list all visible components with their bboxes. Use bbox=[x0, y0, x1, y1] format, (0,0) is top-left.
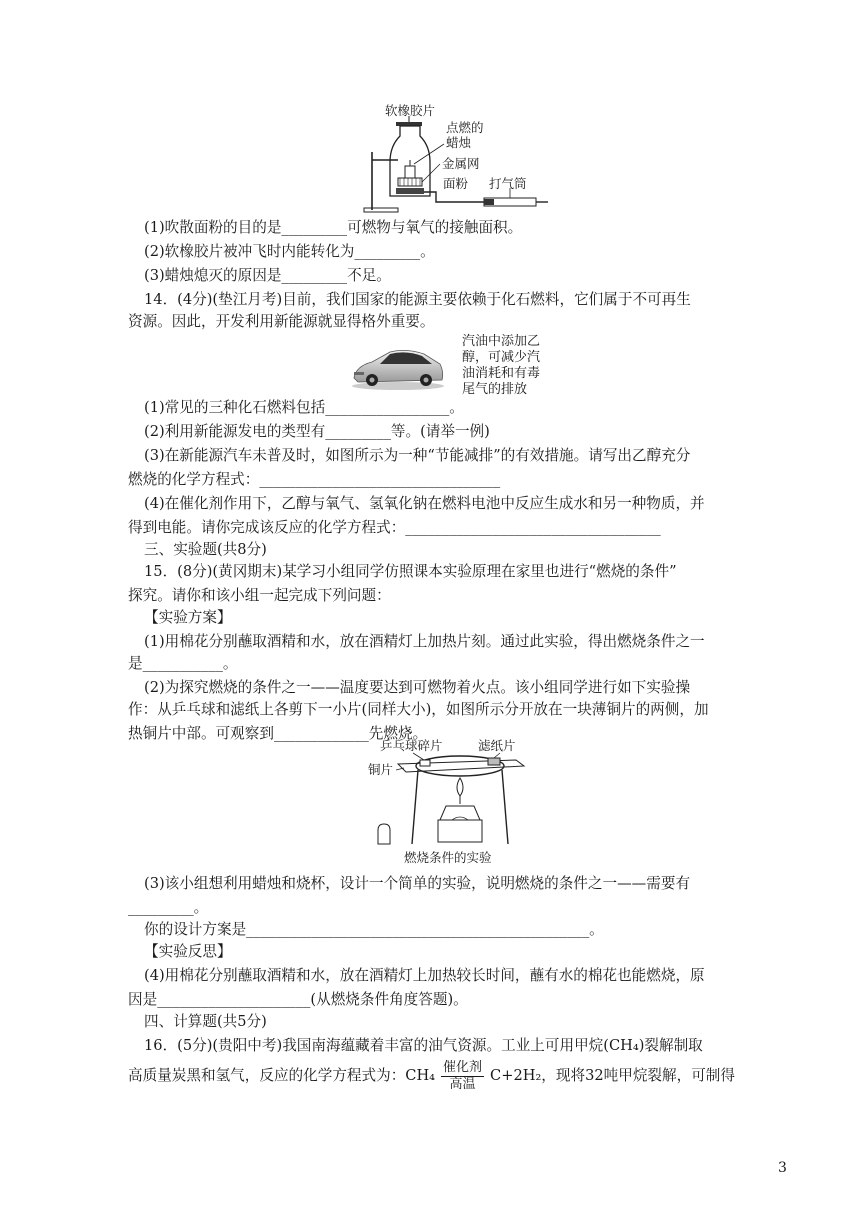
reaction-condition bbox=[441, 1060, 484, 1093]
q14-part3-line1: (3)在新能源汽车未普及时，如图所示为一种“节能减排”的有效措施。请写出乙醇充分 bbox=[144, 447, 691, 464]
q15-part2-line2: 作：从乒乓球和滤纸上各剪下一小片(同样大小)，如图所示分开放在一块薄铜片的两侧，加 bbox=[128, 701, 709, 718]
q14-part2: (2)利用新能源发电的类型有_________等。(请举一例) bbox=[144, 423, 490, 440]
q15-plan-heading: 【实验方案】 bbox=[144, 609, 232, 626]
label-pingpong: 乒乓球碎片 bbox=[380, 738, 443, 753]
label-pump: 打气筒 bbox=[489, 176, 527, 191]
q15-stem-line2: 探究。请你和该小组一起完成下列问题： bbox=[128, 587, 391, 604]
q13-part2: (2)软橡胶片被冲飞时内能转化为_________。 bbox=[144, 243, 435, 260]
label-filter: 滤纸片 bbox=[478, 738, 516, 753]
q15-part2-line1: (2)为探究燃烧的条件之一——温度要达到可燃物着火点。该小组同学进行如下实验操 bbox=[144, 679, 691, 696]
combustion-caption: 燃烧条件的实验 bbox=[404, 850, 492, 865]
q14-part4-line2: 得到电能。请你完成该反应的化学方程式：___________________________________ bbox=[128, 519, 661, 536]
q15-part2-line3: 热铜片中部。可观察到_____________先燃烧。 bbox=[128, 725, 428, 742]
q15-part3-line1: (3)该小组想利用蜡烛和烧杯，设计一个简单的实验，说明燃烧的条件之一——需要有 bbox=[144, 875, 691, 892]
car-caption-4: 尾气的排放 bbox=[462, 382, 528, 397]
q15-part3-line2: _________。 bbox=[128, 899, 209, 916]
q15-part1-line2: 是___________。 bbox=[128, 655, 238, 672]
q13-part1: (1)吹散面粉的目的是_________可燃物与氧气的接触面积。 bbox=[144, 219, 523, 236]
q16-equation-post: C+2H₂，现将32吨甲烷裂解，可制得 bbox=[490, 1067, 735, 1084]
section-4-heading: 四、计算题(共5分) bbox=[144, 1013, 267, 1030]
page-number: 3 bbox=[778, 1160, 787, 1176]
q14-stem-line1: 14．(4分)(垫江月考)目前，我们国家的能源主要依赖于化石燃料，它们属于不可再生 bbox=[144, 291, 691, 308]
q16-equation-pre: 高质量炭黑和氢气，反应的化学方程式为：CH₄ bbox=[128, 1067, 436, 1084]
label-copper: 铜片 bbox=[368, 762, 394, 777]
label-candle-1: 点燃的 bbox=[446, 120, 484, 135]
flour-explosion-figure bbox=[360, 102, 550, 216]
q15-design: 你的设计方案是_______________________________________________。 bbox=[144, 921, 604, 938]
label-rubber: 软橡胶片 bbox=[385, 103, 436, 118]
q15-part4-line2: 因是_____________________(从燃烧条件角度答题)。 bbox=[128, 991, 468, 1008]
q14-part4-line1: (4)在催化剂作用下，乙醇与氧气、氢氧化钠在燃料电池中反应生成水和另一种物质，并 bbox=[144, 495, 705, 512]
catalyst-label: 催化剂 bbox=[443, 1059, 483, 1075]
q15-part1-line1: (1)用棉花分别蘸取酒精和水，放在酒精灯上加热片刻。通过此实验，得出燃烧条件之一 bbox=[144, 633, 705, 650]
label-mesh: 金属网 bbox=[442, 156, 480, 171]
q14-part3-line2: 燃烧的化学方程式：_________________________________ bbox=[128, 471, 501, 488]
q14-stem-line2: 资源。因此，开发利用新能源就显得格外重要。 bbox=[128, 313, 435, 330]
combustion-figure bbox=[368, 736, 548, 868]
car-caption-1: 汽油中添加乙 bbox=[462, 334, 541, 349]
q15-reflect-heading: 【实验反思】 bbox=[144, 943, 232, 960]
car-caption-2: 醇，可减少汽 bbox=[462, 350, 541, 365]
section-3-heading: 三、实验题(共8分) bbox=[144, 541, 267, 558]
q16-stem-line2 bbox=[128, 1058, 735, 1094]
q13-part3: (3)蜡烛熄灭的原因是_________不足。 bbox=[144, 267, 391, 284]
q15-part4-line1: (4)用棉花分别蘸取酒精和水，放在酒精灯上加热较长时间，蘸有水的棉花也能燃烧，原 bbox=[144, 967, 705, 984]
q15-stem-line1: 15．(8分)(黄冈期末)某学习小组同学仿照课本实验原理在家里也进行“燃烧的条件” bbox=[144, 563, 677, 580]
q16-stem-line1: 16．(5分)(贵阳中考)我国南海蕴藏着丰富的油气资源。工业上可用甲烷(CH₄)裂解制取 bbox=[144, 1037, 703, 1054]
q14-part1: (1)常见的三种化石燃料包括_________________。 bbox=[144, 399, 464, 416]
label-flour: 面粉 bbox=[443, 176, 469, 191]
car-caption-3: 油消耗和有毒 bbox=[462, 366, 541, 381]
high-temp-label: 高温 bbox=[449, 1076, 476, 1092]
label-candle-2: 蜡烛 bbox=[446, 135, 472, 150]
